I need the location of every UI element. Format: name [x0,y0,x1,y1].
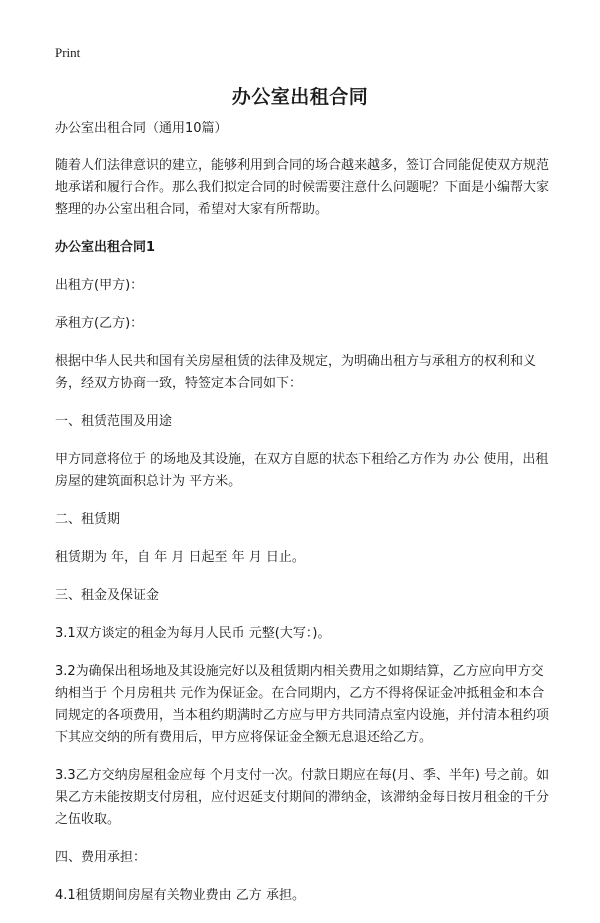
document-title: 办公室出租合同 [231,86,369,108]
article-3-2: 3.2为确保出租场地及其设施完好以及租赁期内相关费用之如期结算，乙方应向甲方交纳相当于 个月房租共 元作为保证金。在合同期内，乙方不得将保证金冲抵租金和本合同规定的各项费用，当本租约期满时乙方应与甲方共同清点室内设施，并付清本租约项下其应交纳的所有费用后，甲方应将保证金全额无息退还给乙方。 [55,664,550,745]
article-3-1: 3.1双方谈定的租金为每月人民币 元整(大写：)。 [55,626,331,641]
intro-paragraph: 随着人们法律意识的建立，能够利用到合同的场合越来越多，签订合同能促使双方规范地承诺和履行合作。那么我们拟定合同的时候需要注意什么问题呢？下面是小编帮大家整理的办公室出租合同，希望对大家有所帮助。 [55,158,550,217]
lessor-line: 出租方(甲方)： [55,278,144,293]
article-1-heading: 一、租赁范围及用途 [55,414,173,429]
article-2-heading: 二、租赁期 [55,512,121,527]
document-body [55,118,555,923]
preamble-paragraph: 根据中华人民共和国有关房屋租赁的法律及规定，为明确出租方与承租方的权利和义务，经双方协商一致，特签定本合同如下： [55,354,537,391]
section-heading: 办公室出租合同1 [55,240,156,255]
article-3-3: 3.3乙方交纳房屋租金应每 个月支付一次。付款日期应在每(月、季、半年) 号之前。如果乙方未能按期支付房租，应付迟延支付期间的滞纳金，该滞纳金每日按月租金的千分之伍收取。 [55,768,550,827]
document-subtitle: 办公室出租合同（通用10篇） [55,121,228,136]
article-2-text: 租赁期为 年，自 年 月 日起至 年 月 日止。 [55,550,305,565]
article-4-heading: 四、费用承担： [55,850,147,865]
lessee-line: 承租方(乙方)： [55,316,144,331]
article-1-text: 甲方同意将位于 的场地及其设施，在双方自愿的状态下租给乙方作为 办公 使用，出租房屋的建筑面积总计为 平方米。 [55,452,549,489]
article-3-heading: 三、租金及保证金 [55,588,160,603]
print-link[interactable]: Print [55,45,81,60]
article-4-1: 4.1租赁期间房屋有关物业费由 乙方 承担。 [55,888,305,903]
